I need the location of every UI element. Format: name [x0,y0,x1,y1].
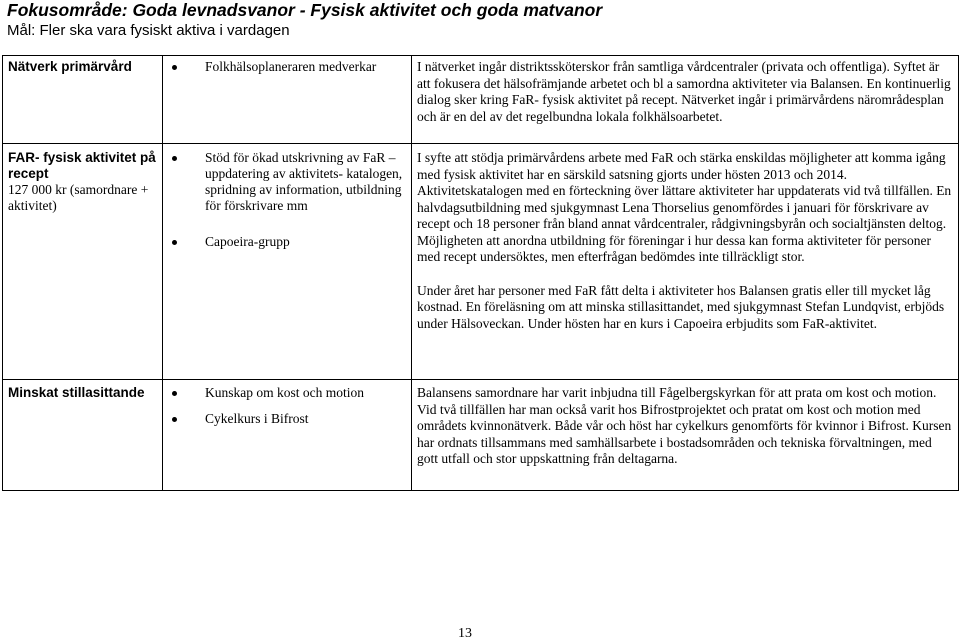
page-title: Fokusområde: Goda levnadsvanor - Fysisk aktivitet och goda matvanor [7,0,603,20]
list-item: Stöd för ökad utskrivning av FaR – uppdatering av aktivitets- katalogen, spridning av information, utbildning för förskrivare mm [163,150,411,214]
description-paragraph: Under året har personer med FaR fått delta i aktiviteter hos Balansen gratis eller till mycket låg kostnad. En föreläsning om att minska stillasittandet, med sjukgymnast Stefan Lundqvist, erbjöds under Hälsoveckan. Under hösten har en kurs i Capoeira erbjudits som FaR-aktivitet. [417,282,945,331]
bullet-icon [172,240,177,245]
list-item: Cykelkurs i Bifrost [163,411,411,427]
category-label: Nätverk primärvård [8,59,132,74]
list-item: Kunskap om kost och motion [163,385,411,401]
activity-cell [163,144,412,380]
activity-cell [163,380,412,491]
list-item: Folkhälsoplaneraren medverkar [163,59,411,75]
category-cell [3,56,163,144]
description-paragraph: I nätverket ingår distriktssköterskor från samtliga vårdcentraler (privata och offentliga). Syftet är att fokusera det hälsofrämjande arbetet och bl a samordna aktiviteter via Balansen. En kontinuerlig dialog sker kring FaR- fysisk aktivitet på recept. Nätverket ingår i primärvårdens närområdesplan och är en del av det regelbundna lokala folkhälsoarbetet. [417,59,951,124]
list-item: Capoeira-grupp [163,234,411,250]
budget-note: 127 000 kr (samordnare + aktivitet) [8,182,149,213]
table-row [3,380,959,491]
table-row [3,144,959,380]
page-number: 13 [458,626,472,641]
category-label: FAR- fysisk aktivitet på recept [8,150,156,181]
bullet-icon [172,417,177,422]
description-cell [412,56,959,144]
description-cell [412,380,959,491]
bullet-icon [172,156,177,161]
table-row [3,56,959,144]
category-label: Minskat stillasittande [8,385,145,400]
description-cell [412,144,959,380]
category-cell [3,144,163,380]
activity-table [2,55,959,491]
description-paragraph: Balansens samordnare har varit inbjudna till Fågelbergskyrkan för att prata om kost och motion. Vid två tillfällen har man också varit hos Bifrostprojektet och pratat om kost och motion med områdets kvinnonätverk. Både vår och höst har cykelkurs genomförts för kvinnor i Bifrost. Kursen har ordnats tillsammans med samhällsarbete i bostadsområden och tekniska förvaltningen, med gott utfall och stor uppskattning från deltagarna. [417,385,952,466]
activity-cell [163,56,412,144]
category-cell [3,380,163,491]
page-subtitle: Mål: Fler ska vara fysiskt aktiva i vardagen [7,22,290,39]
description-paragraph: I syfte att stödja primärvårdens arbete med FaR och stärka enskildas möjligheter att komma igång med fysisk aktivitet har en särskild satsning gjorts under hösten 2013 och 2014. Aktivitetskatalogen med en förteckning över lättare aktiviteter har uppdaterats vid två tillfällen. En halvdagsutbildning med sjukgymnast Lena Thorselius genomfördes i januari för förskrivare av recept och 18 personer från bland annat vårdcentraler, rådgivningsbyrån och socialtjänsten deltog. Möjligheten att anordna utbildning för föreningar i hur dessa kan forma aktiviteter för personer med recept undersöktes, men efterfrågan bedömdes inte tillräckligt stor. [417,150,952,264]
bullet-icon [172,391,177,396]
bullet-icon [172,65,177,70]
